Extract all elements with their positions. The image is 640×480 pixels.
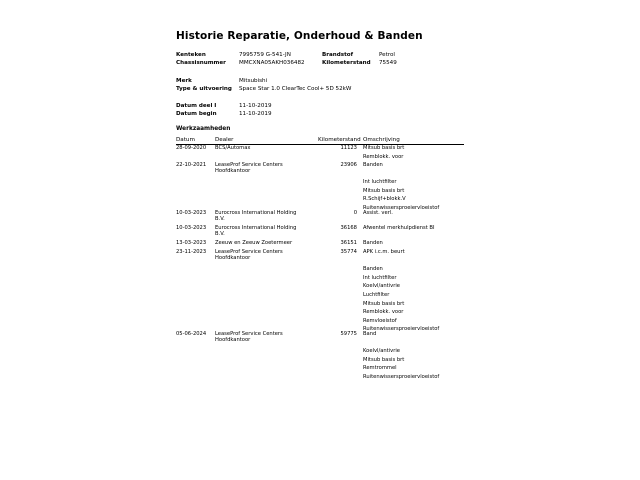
row-kilometerstand: 36168 (340, 225, 357, 231)
row-omschrijving-item: Koelvl/antivrie (363, 283, 400, 290)
row-datum: 22-10-2021 (176, 162, 207, 168)
row-omschrijving-item: APK i.c.m. beurt (363, 249, 405, 255)
kilometerstand-value: 75549 (379, 60, 397, 66)
row-dealer: Hoofdkantoor (215, 255, 251, 262)
row-dealer: LeaseProf Service Centers (215, 331, 283, 337)
row-datum: 23-11-2023 (176, 249, 207, 255)
row-datum: 13-03-2023 (176, 240, 207, 246)
row-omschrijving-item: Band (363, 331, 377, 337)
row-omschrijving-item: Ruitenwissersproeiervloeistof (363, 374, 440, 380)
row-omschrijving-item: Mitsub basis brt (363, 356, 405, 363)
row-omschrijving-item: Banden (363, 162, 383, 168)
row-datum: 10-03-2023 (176, 210, 207, 216)
row-omschrijving-item: Int luchtfilter (363, 274, 397, 281)
brandstof-label: Brandstof (322, 52, 354, 58)
row-kilometerstand: 0 (353, 210, 357, 216)
row-omschrijving-item: Banden (363, 266, 383, 273)
row-dealer: Hoofdkantoor (215, 337, 251, 344)
datum-deel1-label: Datum deel I (176, 103, 217, 109)
kenteken-value: 7995759 G-541-JN (239, 52, 291, 58)
row-kilometerstand: 35774 (340, 249, 357, 255)
row-dealer: BCS/Automax (215, 145, 251, 151)
column-header-omschrijving: Omschrijving (363, 137, 400, 143)
row-kilometerstand: 23906 (340, 162, 357, 168)
row-omschrijving-item: Ruitenwissersproeiervloeistof (363, 326, 440, 333)
type-value: Space Star 1.0 ClearTec Cool+ 5D 52kW (239, 86, 352, 92)
datum-deel1-value: 11-10-2019 (239, 103, 272, 109)
row-omschrijving-item: Mitsub basis brt (363, 187, 405, 194)
row-dealer: B.V. (215, 231, 225, 238)
kilometerstand-label: Kilometerstand (322, 60, 371, 66)
row-dealer: B.V. (215, 216, 225, 223)
row-omschrijving-item: Remblokk. voor (363, 309, 404, 316)
row-kilometerstand: 59775 (340, 331, 357, 337)
row-dealer: LeaseProf Service Centers (215, 249, 283, 255)
page-title: Historie Reparatie, Onderhoud & Banden (176, 30, 423, 42)
datum-begin-label: Datum begin (176, 111, 217, 117)
row-dealer: Zeeuw en Zeeuw Zoetermeer (215, 240, 293, 246)
row-omschrijving-item: Mitsub basis brt (363, 145, 405, 151)
werkzaamheden-heading: Werkzaamheden (176, 126, 231, 132)
kenteken-label: Kenteken (176, 52, 206, 58)
row-datum: 05-06-2024 (176, 331, 207, 337)
row-omschrijving-item: Banden (363, 240, 383, 246)
row-omschrijving-item: Remblokk. voor (363, 153, 404, 160)
row-dealer: Eurocross International Holding (215, 210, 297, 216)
column-header-kilometerstand: Kilometerstand (318, 137, 361, 143)
column-header-dealer: Dealer (215, 137, 234, 143)
row-datum: 28-09-2020 (176, 145, 207, 151)
datum-begin-value: 11-10-2019 (239, 111, 272, 117)
column-header-datum: Datum (176, 137, 195, 143)
row-omschrijving-item: Ruitenwissersproeiervloeistof (363, 205, 440, 211)
row-dealer: Eurocross International Holding (215, 225, 297, 231)
row-omschrijving-item: Assist. verl. (363, 210, 393, 216)
row-omschrijving-item: Int luchtfilter (363, 179, 397, 186)
row-kilometerstand: 36151 (340, 240, 357, 246)
row-dealer: Hoofdkantoor (215, 168, 251, 175)
merk-value: Mitsubishi (239, 78, 268, 84)
row-dealer: LeaseProf Service Centers (215, 162, 283, 168)
brandstof-value: Petrol (379, 52, 395, 58)
row-omschrijving-item: Afwentel merkhulpdienst BI (363, 225, 435, 231)
row-omschrijving-item: Koelvl/antivrie (363, 348, 400, 355)
chassis-label: Chassisnummer (176, 60, 226, 66)
row-datum: 10-03-2023 (176, 225, 207, 231)
row-omschrijving-item: R.Schijf+blokk.V (363, 196, 406, 203)
chassis-value: MMCXNA05AKH036482 (239, 60, 305, 66)
merk-label: Merk (176, 78, 192, 84)
row-omschrijving-item: Remtrommel (363, 365, 397, 372)
row-omschrijving-item: Luchtfilter (363, 292, 390, 298)
row-omschrijving-item: Remvloeistof (363, 317, 397, 324)
type-label: Type & uitvoering (176, 86, 232, 92)
row-kilometerstand: 11123 (340, 145, 357, 151)
row-omschrijving-item: Mitsub basis brt (363, 300, 405, 307)
